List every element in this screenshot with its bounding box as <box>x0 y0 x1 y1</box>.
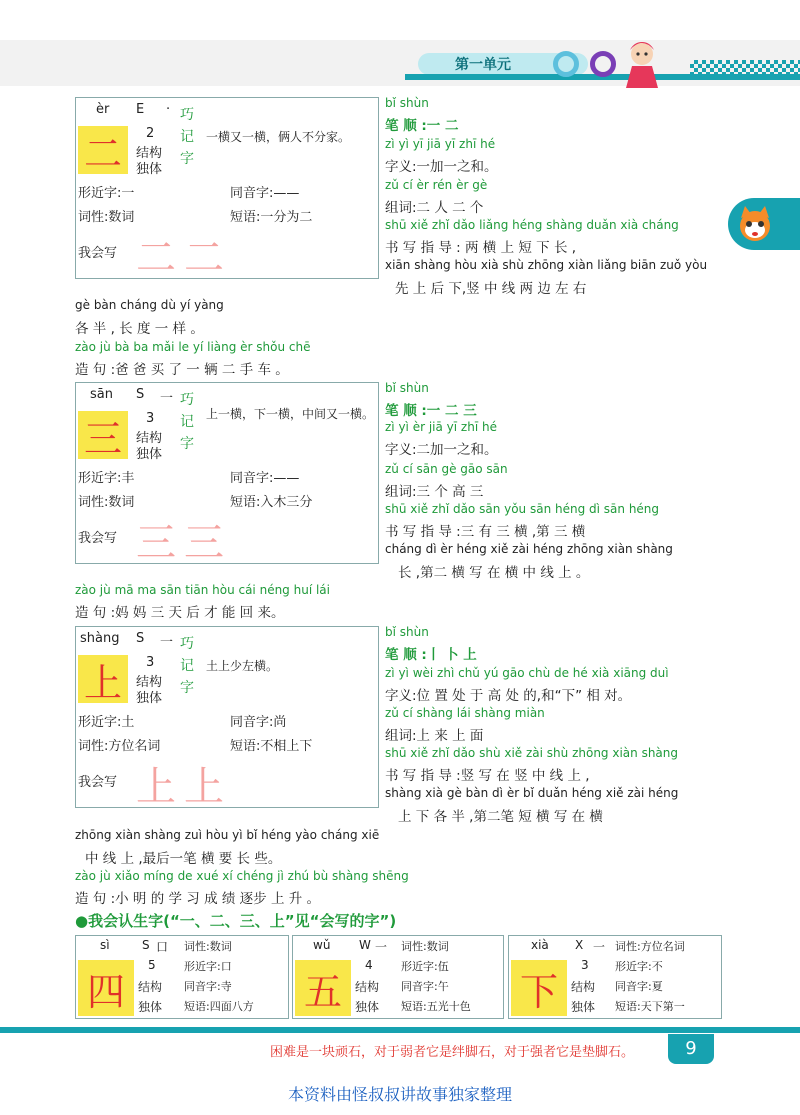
phrase: 短语:四面八方 <box>184 1000 254 1013</box>
sentence: 造 句 :爸 爸 买 了 一 辆 二 手 车 。 <box>75 362 289 378</box>
similar-char: 形近字:口 <box>184 960 232 973</box>
similar-char: 形近字:伍 <box>401 960 449 973</box>
mnemonic-tag: 巧记字 <box>180 392 194 452</box>
ziyi-pinyin: zì yì èr jiā yī zhī hé <box>385 420 497 434</box>
bishun: 笔 顺 :一 二 <box>385 118 459 134</box>
part-of-speech: 词性:方位名词 <box>615 940 685 953</box>
writing-guide: 书 写 指 导 :竖 写 在 竖 中 线 上 , <box>385 768 590 784</box>
footer-quote: 困难是一块顽石，对于弱者它是绊脚石，对于强者它是垫脚石。 <box>270 1045 635 1060</box>
char-card-san <box>75 382 379 564</box>
structure: 结构 <box>136 146 163 161</box>
stroke-count: 3 <box>146 411 155 426</box>
zuci-pinyin: zǔ cí shàng lái shàng miàn <box>385 706 545 720</box>
radical: 口 <box>156 940 169 954</box>
writing-guide-2: 上 下 各 半 ,第二笔 短 横 写 在 横 <box>398 809 603 825</box>
bishun: 笔 顺 :丨 卜 上 <box>385 647 477 663</box>
trace-char: 上 <box>136 764 176 810</box>
similar-char: 形近字:丰 <box>78 471 135 486</box>
hanzi-char: 下 <box>511 960 567 1016</box>
homophone: 同音字:夏 <box>615 980 663 993</box>
char-type: 独体 <box>571 1000 596 1014</box>
letter: S <box>142 938 150 952</box>
similar-char: 形近字:不 <box>615 960 663 973</box>
stroke-count: 3 <box>581 958 589 972</box>
ziyi-pinyin: zì yì yī jiā yī zhī hé <box>385 137 496 151</box>
homophone: 同音字:—— <box>230 186 300 201</box>
bishun: 笔 顺 :一 二 三 <box>385 403 477 419</box>
writing-guide: 书 写 指 导 : 两 横 上 短 下 长 , <box>385 240 577 256</box>
bishun-pinyin: bǐ shùn <box>385 96 429 110</box>
write-label: 我会写 <box>78 531 118 546</box>
continuation: 中 线 上 ,最后一笔 横 要 长 些。 <box>85 851 282 867</box>
similar-char: 形近字:土 <box>78 715 135 730</box>
phrase: 短语:不相上下 <box>230 739 313 754</box>
mnemonic: 一横又一横，俩人不分家。 <box>206 130 351 144</box>
writing-guide-2: 长 ,第二 横 写 在 横 中 线 上 。 <box>398 565 590 581</box>
hanzi-char: 四 <box>78 960 134 1016</box>
fairy-icon <box>612 36 672 92</box>
writing-guide-pinyin: shū xiě zhǐ dǎo liǎng héng shàng duǎn xià cháng <box>385 218 679 232</box>
phrase: 短语:五光十色 <box>401 1000 471 1013</box>
hanzi-char: 二 <box>78 126 128 174</box>
char-type: 独体 <box>138 1000 163 1014</box>
bishun-pinyin: bǐ shùn <box>385 381 429 395</box>
char-card-er <box>75 97 379 279</box>
hanzi-char: 上 <box>78 655 128 703</box>
phrase: 短语:一分为二 <box>230 210 313 225</box>
trace-char: 三 <box>184 520 224 566</box>
homophone: 同音字:寺 <box>184 980 232 993</box>
homophone: 同音字:尚 <box>230 715 287 730</box>
radical: 一 <box>593 940 606 954</box>
letter: E <box>136 102 145 117</box>
zuci: 组词:上 来 上 面 <box>385 728 484 744</box>
part-of-speech: 词性:数词 <box>401 940 449 953</box>
stroke-count: 5 <box>148 958 156 972</box>
page-number: 9 <box>668 1034 714 1064</box>
recognize-title: ●我会认生字(“一、二、三、上”见“会写的字”) <box>75 912 397 930</box>
pinyin: sì <box>100 938 110 952</box>
homophone: 同音字:—— <box>230 471 300 486</box>
pinyin: sān <box>90 387 113 402</box>
structure: 结构 <box>136 431 163 446</box>
footer-band <box>0 1027 800 1033</box>
letter: S <box>136 387 145 402</box>
part-of-speech: 词性:方位名词 <box>78 739 161 754</box>
radical: · <box>166 102 171 117</box>
trace-char: 三 <box>136 520 176 566</box>
trace-char: 二 <box>184 235 224 281</box>
char-type: 独体 <box>355 1000 380 1014</box>
ziyi: 字义:二加一之和。 <box>385 442 498 458</box>
pinyin: xià <box>531 938 549 952</box>
homophone: 同音字:午 <box>401 980 449 993</box>
credit-line: 本资料由怪叔叔讲故事独家整理 <box>287 1085 512 1104</box>
structure: 结构 <box>138 980 163 994</box>
write-label: 我会写 <box>78 246 118 261</box>
checker-pattern <box>690 60 800 76</box>
structure: 结构 <box>136 675 163 690</box>
continuation: 各 半 , 长 度 一 样 。 <box>75 321 204 337</box>
cat-face-icon <box>735 204 775 244</box>
sentence-pinyin: zào jù xiǎo míng de xué xí chéng jì zhú bù shàng shēng <box>75 869 409 883</box>
ziyi-pinyin: zì yì wèi zhì chǔ yú gāo chù de hé xià xiāng duì <box>385 666 669 680</box>
mnemonic-tag: 巧记字 <box>180 636 194 696</box>
continuation-pinyin: gè bàn cháng dù yí yàng <box>75 298 224 312</box>
phrase: 短语:入木三分 <box>230 495 313 510</box>
char-type: 独体 <box>136 447 163 462</box>
writing-guide-pinyin-2: xiān shàng hòu xià shù zhōng xiàn liǎng biān zuǒ yòu <box>385 258 708 272</box>
part-of-speech: 词性:数词 <box>184 940 232 953</box>
radical: 一 <box>160 391 174 406</box>
radical: 一 <box>375 940 388 954</box>
sentence: 造 句 :小 明 的 学 习 成 绩 逐步 上 升 。 <box>75 891 321 907</box>
write-label: 我会写 <box>78 775 118 790</box>
continuation-pinyin: zhōng xiàn shàng zuì hòu yì bǐ héng yào cháng xiē <box>75 828 380 842</box>
letter: W <box>359 938 371 952</box>
mnemonic-tag: 巧记字 <box>180 107 194 167</box>
hanzi-char: 五 <box>295 960 351 1016</box>
recognize-card-wu <box>292 935 504 1019</box>
writing-guide-pinyin-2: shàng xià gè bàn dì èr bǐ duǎn héng xiě zài héng <box>385 786 679 800</box>
bishun-pinyin: bǐ shùn <box>385 625 429 639</box>
unit-title: 第一单元 <box>455 57 511 73</box>
structure: 结构 <box>571 980 596 994</box>
stroke-count: 2 <box>146 126 155 141</box>
writing-guide-pinyin: shū xiě zhǐ dǎo sān yǒu sān héng dì sān héng <box>385 502 660 516</box>
mnemonic: 土上少左横。 <box>206 659 279 673</box>
phrase: 短语:天下第一 <box>615 1000 685 1013</box>
pinyin: shàng <box>80 631 120 646</box>
writing-guide: 书 写 指 导 :三 有 三 横 ,第 三 横 <box>385 524 586 540</box>
zuci-pinyin: zǔ cí èr rén èr gè <box>385 178 488 192</box>
zuci: 组词:二 人 二 个 <box>385 200 484 216</box>
stroke-count: 3 <box>146 655 155 670</box>
pinyin: èr <box>96 102 110 117</box>
part-of-speech: 词性:数词 <box>78 495 135 510</box>
recognize-card-si <box>75 935 289 1019</box>
part-of-speech: 词性:数词 <box>78 210 135 225</box>
zuci-pinyin: zǔ cí sān gè gāo sān <box>385 462 508 476</box>
sentence: 造 句 :妈 妈 三 天 后 才 能 回 来。 <box>75 605 285 621</box>
trace-char: 上 <box>184 764 224 810</box>
ziyi: 字义:一加一之和。 <box>385 159 498 175</box>
similar-char: 形近字:一 <box>78 186 135 201</box>
sentence-pinyin: zào jù bà ba mǎi le yí liàng èr shǒu chē <box>75 340 311 354</box>
char-type: 独体 <box>136 162 163 177</box>
structure: 结构 <box>355 980 380 994</box>
recognize-card-xia <box>508 935 722 1019</box>
trace-char: 二 <box>136 235 176 281</box>
letter: S <box>136 631 145 646</box>
pinyin: wǔ <box>313 938 331 952</box>
radical: 一 <box>160 635 174 650</box>
stroke-count: 4 <box>365 958 373 972</box>
char-card-shang <box>75 626 379 808</box>
char-type: 独体 <box>136 691 163 706</box>
writing-guide-pinyin-2: cháng dì èr héng xiě zài héng zhōng xiàn shàng <box>385 542 673 556</box>
ziyi: 字义:位 置 处 于 高 处 的,和“下” 相 对。 <box>385 688 632 704</box>
letter: X <box>575 938 584 952</box>
mnemonic: 上一横，下一横，中间又一横。 <box>206 407 375 421</box>
writing-guide-pinyin: shū xiě zhǐ dǎo shù xiě zài shù zhōng xiàn shàng <box>385 746 679 760</box>
ring-icon <box>553 51 579 77</box>
zuci: 组词:三 个 高 三 <box>385 484 484 500</box>
hanzi-char: 三 <box>78 411 128 459</box>
writing-guide-2: 先 上 后 下,竖 中 线 两 边 左 右 <box>395 281 587 297</box>
sentence-pinyin: zào jù mā ma sān tiān hòu cái néng huí lái <box>75 583 330 597</box>
